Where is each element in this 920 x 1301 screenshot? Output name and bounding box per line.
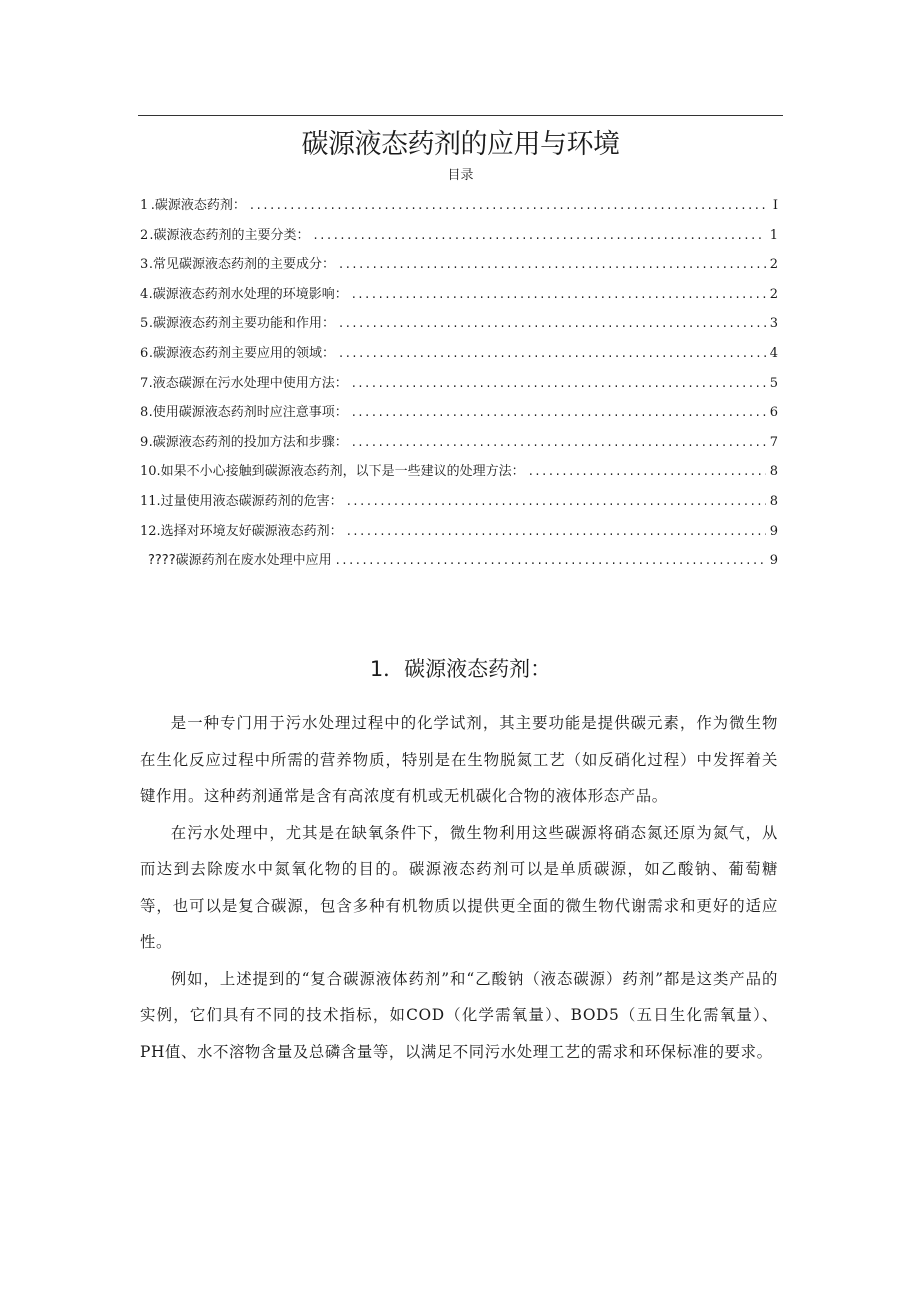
toc-entry-title: .过量使用液态碳源药剂的危害： [156, 493, 343, 509]
body-paragraph: 是一种专门用于污水处理过程中的化学试剂，其主要功能是提供碳元素，作为微生物在生化反应过程中所需的营养物质，特别是在生物脱氮工艺（如反硝化过程）中发挥着关键作用。这种药剂通常是含有高浓度有机或无机碳化合物的液体形态产品。 [140, 714, 778, 805]
toc-entry-number: 3 [140, 257, 149, 273]
toc-entry-page: 6 [769, 405, 778, 421]
body-paragraph: 在污水处理中，尤其是在缺氧条件下，微生物利用这些碳源将硝态氮还原为氮气，从而达到去除废水中氮氧化物的目的。碳源液态药剂可以是单质碳源，如乙酸钠、葡萄糖等，也可以是复合碳源，包含多种有机物质以提供更全面的微生物代谢需求和更好的适应性。 [140, 823, 778, 951]
toc-entry-number: 9 [140, 434, 149, 450]
section-heading: 1．碳源液态药剂： [369, 657, 552, 681]
toc-entry-page: 4 [769, 345, 778, 361]
toc-entry[interactable] [140, 344, 778, 374]
toc-entry-page: 8 [769, 493, 778, 509]
toc-entry[interactable] [140, 492, 778, 522]
toc-entry-title: .碳源液态药剂的主要分类： [149, 227, 310, 243]
toc-entry-title: ????碳源药剂在废水处理中应用 [148, 553, 332, 569]
document-title: 碳源液态药剂的应用与环境 [301, 129, 620, 160]
toc-dot-leader [347, 492, 766, 512]
toc-heading: 目录 [447, 168, 474, 183]
toc-entry[interactable] [140, 226, 778, 256]
toc-entry-page: 1 [769, 227, 778, 243]
toc-dot-leader [352, 403, 766, 423]
toc-entry-page: 5 [769, 375, 778, 391]
toc-dot-leader [339, 314, 766, 334]
toc-entry-title: .碳源液态药剂主要应用的领域： [148, 345, 335, 361]
toc-dot-leader [314, 226, 766, 246]
toc-entry-number: 4 [140, 286, 149, 302]
toc-entry[interactable] [140, 433, 778, 463]
toc-entry-page: 9 [769, 523, 778, 539]
toc-entry-number: 10 [140, 464, 157, 480]
toc-entry-number: 2 [140, 227, 149, 243]
table-of-contents [140, 196, 778, 581]
section-body [140, 705, 778, 1070]
toc-entry-number: 11 [140, 493, 157, 509]
toc-entry-title: .液态碳源在污水处理中使用方法： [148, 375, 348, 391]
header-rule [138, 115, 783, 116]
toc-entry[interactable] [140, 196, 778, 226]
toc-entry-title: .使用碳源液态药剂时应注意事项： [148, 405, 348, 421]
body-paragraph: 例如，上述提到的“复合碳源液体药剂”和“乙酸钠（液态碳源）药剂”都是这类产品的实例，它们具有不同的技术指标，如COD（化学需氧量）、BOD5（五日生化需氧量）、PH值、水不溶物含量及总磷含量等，以满足不同污水处理工艺的需求和环保标准的要求。 [140, 969, 778, 1061]
toc-entry[interactable] [140, 551, 778, 581]
toc-entry-title: .如果不小心接触到碳源液态药剂，以下是一些建议的处理方法： [156, 464, 525, 480]
toc-entry-page: 2 [769, 286, 778, 302]
toc-entry-title: .碳源液态药剂主要功能和作用： [148, 316, 335, 332]
toc-entry-number: 7 [140, 375, 149, 391]
toc-dot-leader [347, 522, 766, 542]
toc-entry[interactable] [140, 374, 778, 404]
toc-entry[interactable] [140, 522, 778, 552]
toc-entry[interactable] [140, 314, 778, 344]
toc-entry-title: .选择对环境友好碳源液态药剂： [156, 523, 343, 539]
toc-entry[interactable] [140, 403, 778, 433]
toc-dot-leader [529, 462, 766, 482]
toc-dot-leader [336, 551, 766, 571]
toc-entry-number: 8 [140, 405, 149, 421]
toc-entry-page: 9 [769, 553, 778, 569]
toc-dot-leader [352, 433, 766, 453]
toc-entry-number: 5 [140, 316, 149, 332]
toc-entry[interactable] [140, 285, 778, 315]
toc-entry-page: I [772, 198, 778, 213]
toc-dot-leader [352, 285, 766, 305]
toc-dot-leader [339, 255, 766, 275]
toc-entry-title: .碳源液态药剂的投加方法和步骤： [148, 434, 348, 450]
toc-entry-page: 8 [769, 464, 778, 480]
toc-entry[interactable] [140, 255, 778, 285]
toc-entry-number: 12 [140, 523, 157, 539]
toc-entry-number: 1 [140, 198, 149, 213]
toc-entry-number: 6 [140, 345, 149, 361]
toc-entry-title: .常见碳源液态药剂的主要成分： [148, 257, 335, 273]
toc-entry[interactable] [140, 462, 778, 492]
toc-entry-page: 3 [769, 316, 778, 332]
toc-dot-leader [352, 374, 766, 394]
toc-entry-title: .碳源液态药剂水处理的环境影响： [148, 286, 348, 302]
toc-dot-leader [250, 196, 769, 216]
toc-entry-page: 7 [769, 434, 778, 450]
toc-entry-page: 2 [769, 257, 778, 273]
toc-dot-leader [339, 344, 766, 364]
toc-entry-title: .碳源液态药剂： [150, 198, 246, 213]
